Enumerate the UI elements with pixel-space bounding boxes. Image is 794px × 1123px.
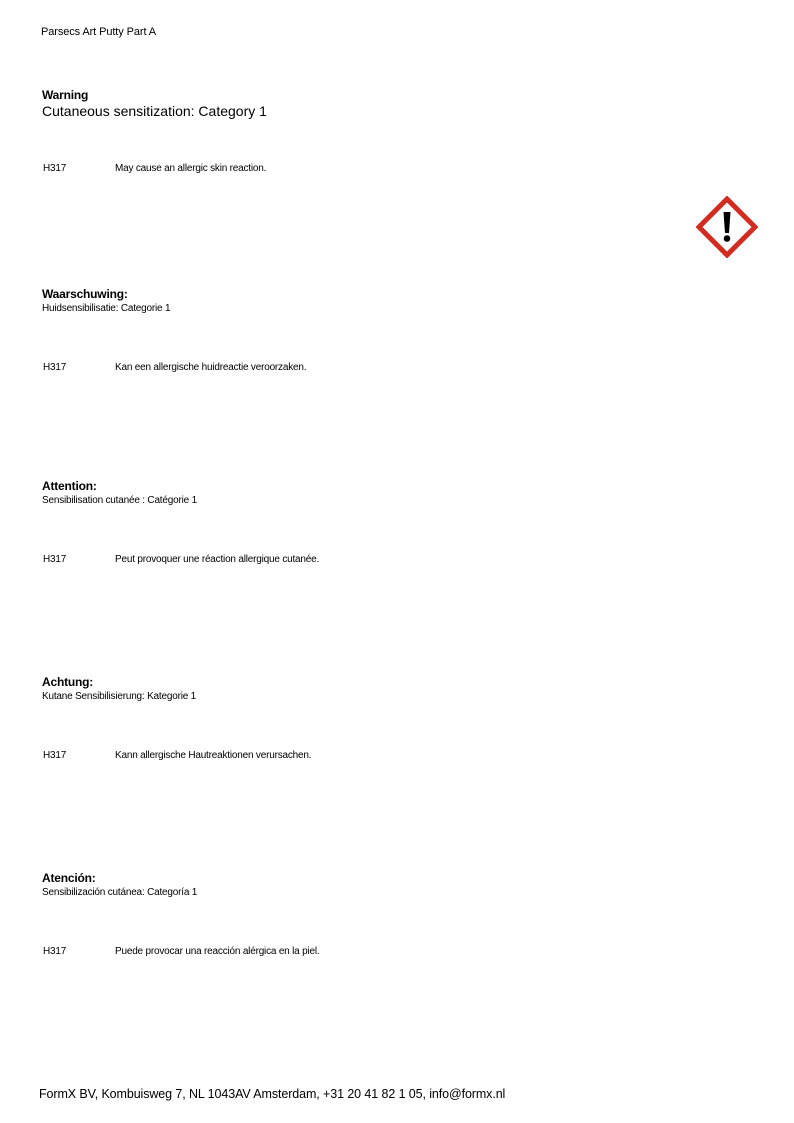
hazard-code: H317 xyxy=(43,946,67,957)
document-title: Parsecs Art Putty Part A xyxy=(41,26,156,38)
hazard-classification: Huidsensibilisatie: Categorie 1 xyxy=(42,303,171,314)
signal-word: Warning xyxy=(42,88,89,102)
company-footer: FormX BV, Kombuisweg 7, NL 1043AV Amsterdam, +31 20 41 82 1 05, info@formx.nl xyxy=(39,1087,506,1101)
hazard-code: H317 xyxy=(43,163,67,174)
hazard-statement xyxy=(43,946,319,957)
hazard-code: H317 xyxy=(43,554,67,565)
signal-word: Waarschuwing: xyxy=(42,287,128,301)
section-dutch xyxy=(42,287,682,373)
signal-word: Achtung: xyxy=(42,675,94,689)
section-german xyxy=(42,675,682,761)
hazard-classification: Sensibilización cutánea: Categoría 1 xyxy=(42,887,198,898)
hazard-statement xyxy=(43,163,266,174)
hazard-text: Kann allergische Hautreaktionen verursachen. xyxy=(115,750,312,761)
exclamation-mark-hazard-icon xyxy=(696,196,758,258)
signal-word: Attention: xyxy=(42,479,97,493)
hazard-statement xyxy=(43,362,306,373)
hazard-text: Puede provocar una reacción alérgica en la piel. xyxy=(115,946,320,957)
signal-word: Atención: xyxy=(42,871,96,885)
hazard-classification: Kutane Sensibilisierung: Kategorie 1 xyxy=(42,691,197,702)
hazard-statement xyxy=(43,554,319,565)
section-french xyxy=(42,479,682,565)
hazard-classification: Sensibilisation cutanée : Catégorie 1 xyxy=(42,495,197,506)
section-english xyxy=(42,88,682,174)
hazard-text: May cause an allergic skin reaction. xyxy=(115,163,267,174)
hazard-classification: Cutaneous sensitization: Category 1 xyxy=(42,103,267,119)
hazard-text: Peut provoquer une réaction allergique cutanée. xyxy=(115,554,320,565)
hazard-code: H317 xyxy=(43,362,67,373)
section-spanish xyxy=(42,871,682,957)
hazard-statement xyxy=(43,750,311,761)
hazard-code: H317 xyxy=(43,750,67,761)
hazard-text: Kan een allergische huidreactie veroorzaken. xyxy=(115,362,307,373)
